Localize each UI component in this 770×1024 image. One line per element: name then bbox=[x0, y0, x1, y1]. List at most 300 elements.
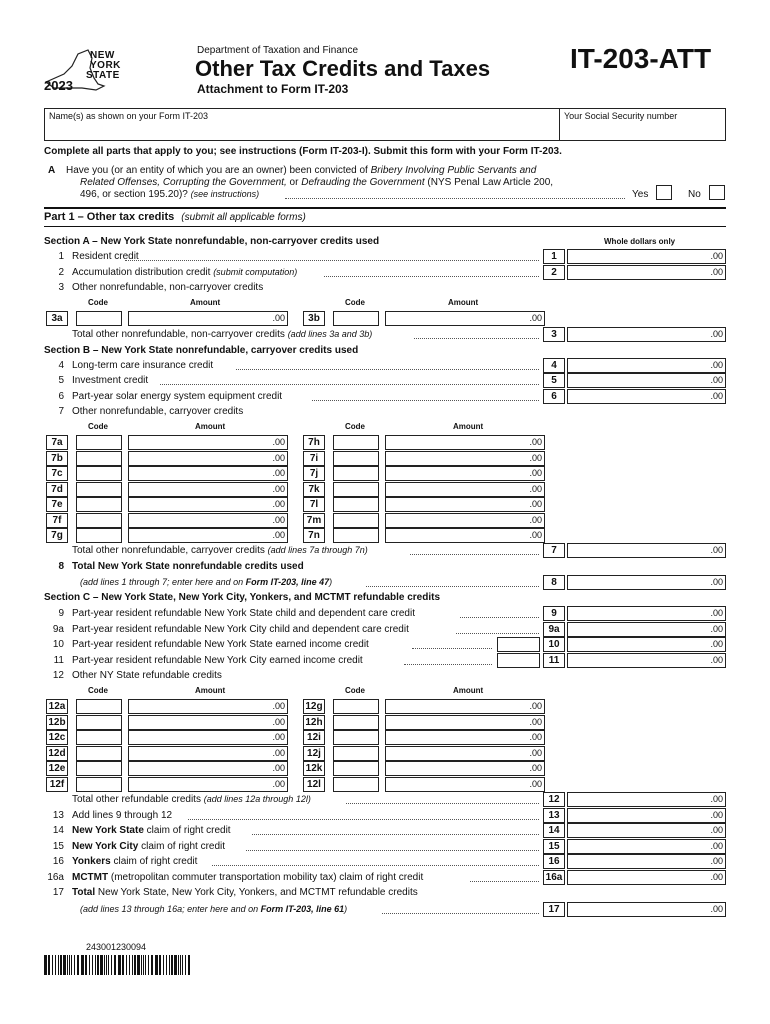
barcode-bar bbox=[97, 955, 99, 975]
line-16-bold: Yonkers bbox=[72, 856, 111, 867]
leader-dots bbox=[414, 338, 539, 339]
barcode-number: 243001230094 bbox=[86, 942, 147, 952]
line-7h-code[interactable] bbox=[333, 435, 379, 450]
line-17-note-b: Form IT-203, line 61 bbox=[260, 904, 345, 914]
barcode-bar bbox=[145, 955, 146, 975]
line-17-rest: New York State, New York City, Yonkers, and MCTMT refundable credits bbox=[95, 887, 418, 898]
state-name-line1: NEW bbox=[90, 50, 115, 61]
line-12k-code[interactable] bbox=[333, 761, 379, 776]
question-a-line2-italic: Related Offenses, Corrupting the Government, bbox=[80, 177, 287, 188]
line-9-amount[interactable]: .00 bbox=[567, 606, 726, 621]
line-7b-label: 7b bbox=[46, 451, 68, 466]
barcode-bar bbox=[108, 955, 109, 975]
amount-header: Amount bbox=[453, 422, 484, 431]
leader-dots bbox=[470, 881, 539, 882]
line-7k-label: 7k bbox=[303, 482, 325, 497]
line-12c-label: 12c bbox=[46, 730, 68, 745]
part1-rule bbox=[44, 207, 726, 209]
leader-dots bbox=[404, 664, 492, 665]
line-number: 14 bbox=[52, 825, 64, 836]
line-number: 12 bbox=[52, 670, 64, 681]
line-7l-label: 7l bbox=[303, 497, 325, 512]
line-9a-text: Part-year resident refundable New York City child and dependent care credit bbox=[72, 624, 409, 635]
barcode-bar bbox=[52, 955, 53, 975]
line-number: 17 bbox=[52, 887, 64, 898]
line-7g-code[interactable] bbox=[76, 528, 122, 543]
line-16a-bold: MCTMT bbox=[72, 872, 109, 883]
line-7-amount[interactable]: .00 bbox=[567, 543, 726, 558]
code-header: Code bbox=[88, 686, 108, 695]
line-15-text bbox=[72, 841, 225, 852]
barcode-bar bbox=[163, 955, 164, 975]
line-7c-code[interactable] bbox=[76, 466, 122, 481]
line-12g-amount[interactable]: .00 bbox=[385, 699, 545, 714]
barcode-bar bbox=[44, 955, 47, 975]
barcode-bar bbox=[81, 955, 84, 975]
code-header: Code bbox=[88, 298, 108, 307]
line-7f-code[interactable] bbox=[76, 513, 122, 528]
leader-dots bbox=[412, 648, 492, 649]
question-a-letter: A bbox=[48, 165, 56, 176]
leader-dots bbox=[312, 400, 539, 401]
line-6-amount[interactable]: .00 bbox=[567, 389, 726, 404]
line-number: 7 bbox=[58, 406, 64, 417]
barcode-icon bbox=[44, 955, 194, 975]
line-8-note-end: ) bbox=[329, 577, 333, 587]
line-3b-label: 3b bbox=[303, 311, 325, 326]
barcode-bar bbox=[126, 955, 127, 975]
leader-dots bbox=[246, 850, 539, 851]
line-7l-code[interactable] bbox=[333, 497, 379, 512]
barcode-bar bbox=[137, 955, 140, 975]
line-1-text: Resident credit bbox=[72, 251, 139, 262]
line-17-bold: Total bbox=[72, 887, 96, 898]
line-3-total-text bbox=[72, 329, 372, 340]
question-a-line2-italic2: Defrauding the Government bbox=[301, 177, 425, 188]
line-12h-amount[interactable]: .00 bbox=[385, 715, 545, 730]
line-8-number-box: 8 bbox=[543, 575, 565, 590]
line-7e-label: 7e bbox=[46, 497, 68, 512]
line-5-number-box: 5 bbox=[543, 373, 565, 388]
ssn-field-label: Your Social Security number bbox=[564, 111, 678, 121]
leader-dots bbox=[456, 633, 539, 634]
line-number: 1 bbox=[58, 251, 64, 262]
leader-dots bbox=[212, 865, 539, 866]
line-12-total-note: (add lines 12a through 12l) bbox=[203, 794, 311, 804]
barcode-bar bbox=[77, 955, 79, 975]
leader-dots bbox=[382, 913, 539, 914]
line-12-text: Other NY State refundable credits bbox=[72, 670, 222, 681]
line-12f-code[interactable] bbox=[76, 777, 122, 792]
yes-checkbox[interactable] bbox=[656, 185, 672, 200]
line-12e-code[interactable] bbox=[76, 761, 122, 776]
line-7c-label: 7c bbox=[46, 466, 68, 481]
line-7m-code[interactable] bbox=[333, 513, 379, 528]
line-16a-rest: (metropolitan commuter transportation mobility tax) claim of right credit bbox=[108, 872, 424, 883]
barcode-bar bbox=[74, 955, 75, 975]
line-12i-label: 12i bbox=[303, 730, 325, 745]
line-10-number-box: 10 bbox=[543, 637, 565, 652]
leader-dots bbox=[160, 384, 539, 385]
line-7e-code[interactable] bbox=[76, 497, 122, 512]
no-label: No bbox=[688, 189, 701, 200]
section-b-title: Section B – New York State nonrefundable, carryover credits used bbox=[44, 345, 359, 356]
barcode-bar bbox=[58, 955, 59, 975]
names-field[interactable] bbox=[44, 108, 560, 141]
line-16a-number-box: 16a bbox=[543, 870, 565, 885]
line-12g-code[interactable] bbox=[333, 699, 379, 714]
line-12d-amount[interactable]: .00 bbox=[128, 746, 288, 761]
leader-dots bbox=[188, 819, 539, 820]
line-9-text: Part-year resident refundable New York State child and dependent care credit bbox=[72, 608, 415, 619]
line-11-code-box[interactable] bbox=[497, 653, 540, 668]
leader-dots bbox=[346, 803, 539, 804]
line-9a-amount[interactable]: .00 bbox=[567, 622, 726, 637]
line-16-amount[interactable]: .00 bbox=[567, 854, 726, 869]
line-7-total-note: (add lines 7a through 7n) bbox=[267, 545, 368, 555]
line-17-text bbox=[72, 887, 418, 898]
line-12l-code[interactable] bbox=[333, 777, 379, 792]
line-12a-code[interactable] bbox=[76, 699, 122, 714]
line-7m-amount[interactable]: .00 bbox=[385, 513, 545, 528]
line-17-amount[interactable]: .00 bbox=[567, 902, 726, 917]
barcode bbox=[44, 955, 194, 975]
line-3-text: Other nonrefundable, non-carryover credits bbox=[72, 282, 264, 293]
line-7i-amount[interactable]: .00 bbox=[385, 451, 545, 466]
line-12l-amount[interactable]: .00 bbox=[385, 777, 545, 792]
line-number: 8 bbox=[58, 561, 64, 572]
line-7m-label: 7m bbox=[303, 513, 325, 528]
line-14-text bbox=[72, 825, 231, 836]
amount-header: Amount bbox=[195, 422, 226, 431]
line-7n-amount[interactable]: .00 bbox=[385, 528, 545, 543]
barcode-bar bbox=[180, 955, 181, 975]
line-15-bold: New York City bbox=[72, 841, 139, 852]
tax-year: 2023 bbox=[44, 78, 73, 93]
part1-rule-bottom bbox=[44, 226, 726, 227]
barcode-bar bbox=[92, 955, 93, 975]
section-c-title: Section C – New York State, New York City, Yonkers, and MCTMT refundable credits bbox=[44, 592, 441, 603]
line-7l-amount[interactable]: .00 bbox=[385, 497, 545, 512]
line-10-amount[interactable]: .00 bbox=[567, 637, 726, 652]
barcode-bar bbox=[132, 955, 133, 975]
line-7j-label: 7j bbox=[303, 466, 325, 481]
barcode-bar bbox=[60, 955, 62, 975]
line-17-number-box: 17 bbox=[543, 902, 565, 917]
line-4-number-box: 4 bbox=[543, 358, 565, 373]
state-name-line2: YORK bbox=[90, 60, 121, 71]
instructions-text: Complete all parts that apply to you; see instructions (Form IT-203-I). Submit this form with your Form IT-203. bbox=[44, 146, 562, 157]
amount-header: Amount bbox=[190, 298, 221, 307]
barcode-bar bbox=[143, 955, 144, 975]
leader-dots bbox=[410, 554, 539, 555]
line-5-amount[interactable]: .00 bbox=[567, 373, 726, 388]
line-8-note bbox=[80, 577, 332, 587]
barcode-bar bbox=[169, 955, 170, 975]
line-number: 5 bbox=[58, 375, 64, 386]
code-header: Code bbox=[345, 686, 365, 695]
line-3a-amount[interactable]: .00 bbox=[128, 311, 288, 326]
line-17-note-end: ) bbox=[344, 904, 348, 914]
section-a-title: Section A – New York State nonrefundable, non-carryover credits used bbox=[44, 236, 380, 247]
barcode-bar bbox=[134, 955, 136, 975]
line-8-amount[interactable]: .00 bbox=[567, 575, 726, 590]
line-2-amount[interactable]: .00 bbox=[567, 265, 726, 280]
line-2-label: Accumulation distribution credit bbox=[72, 267, 214, 278]
barcode-bar bbox=[151, 955, 153, 975]
line-12e-amount[interactable]: .00 bbox=[128, 761, 288, 776]
barcode-bar bbox=[174, 955, 177, 975]
line-7a-amount[interactable]: .00 bbox=[128, 435, 288, 450]
form-subtitle: Attachment to Form IT-203 bbox=[197, 82, 349, 96]
line-16-text bbox=[72, 856, 197, 867]
line-number: 10 bbox=[52, 639, 64, 650]
line-number: 16a bbox=[47, 872, 64, 883]
line-7j-amount[interactable]: .00 bbox=[385, 466, 545, 481]
line-7a-label: 7a bbox=[46, 435, 68, 450]
line-3-total-label: Total other nonrefundable, non-carryover credits bbox=[72, 329, 288, 340]
line-12d-label: 12d bbox=[46, 746, 68, 761]
line-number: 13 bbox=[52, 810, 64, 821]
line-7-total-text bbox=[72, 545, 368, 556]
barcode-bar bbox=[111, 955, 112, 975]
code-header: Code bbox=[345, 422, 365, 431]
line-7i-label: 7i bbox=[303, 451, 325, 466]
line-17-note-a: (add lines 13 through 16a; enter here and on bbox=[80, 904, 261, 914]
line-12j-amount[interactable]: .00 bbox=[385, 746, 545, 761]
barcode-bar bbox=[129, 955, 130, 975]
line-9-number-box: 9 bbox=[543, 606, 565, 621]
line-12i-amount[interactable]: .00 bbox=[385, 730, 545, 745]
line-7-total-label: Total other nonrefundable, carryover credits bbox=[72, 545, 268, 556]
barcode-bar bbox=[95, 955, 96, 975]
barcode-bar bbox=[89, 955, 90, 975]
line-8-note-a: (add lines 1 through 7; enter here and on bbox=[80, 577, 246, 587]
line-3a-code[interactable] bbox=[76, 311, 122, 326]
line-11-text: Part-year resident refundable New York City earned income credit bbox=[72, 655, 363, 666]
barcode-bar bbox=[67, 955, 68, 975]
line-4-amount[interactable]: .00 bbox=[567, 358, 726, 373]
barcode-bar bbox=[100, 955, 103, 975]
line-14-rest: claim of right credit bbox=[143, 825, 231, 836]
line-12-total-text bbox=[72, 794, 311, 805]
question-a-line1-italic: Bribery Involving Public Servants and bbox=[370, 165, 537, 176]
line-7c-amount[interactable]: .00 bbox=[128, 466, 288, 481]
line-12-amount[interactable]: .00 bbox=[567, 792, 726, 807]
line-14-bold: New York State bbox=[72, 825, 144, 836]
question-a-line2 bbox=[80, 177, 553, 188]
line-7i-code[interactable] bbox=[333, 451, 379, 466]
line-7h-label: 7h bbox=[303, 435, 325, 450]
line-12-number-box: 12 bbox=[543, 792, 565, 807]
amount-header: Amount bbox=[448, 298, 479, 307]
line-16-rest: claim of right credit bbox=[110, 856, 198, 867]
barcode-bar bbox=[106, 955, 107, 975]
line-7f-amount[interactable]: .00 bbox=[128, 513, 288, 528]
line-number: 3 bbox=[58, 282, 64, 293]
form-id: IT-203-ATT bbox=[570, 43, 712, 74]
part1-header bbox=[44, 211, 306, 223]
line-12f-amount[interactable]: .00 bbox=[128, 777, 288, 792]
line-number: 4 bbox=[58, 360, 64, 371]
barcode-bar bbox=[185, 955, 186, 975]
line-8-text: Total New York State nonrefundable credits used bbox=[72, 561, 304, 572]
line-7k-amount[interactable]: .00 bbox=[385, 482, 545, 497]
line-3-number-box: 3 bbox=[543, 327, 565, 342]
line-7-text: Other nonrefundable, carryover credits bbox=[72, 406, 244, 417]
line-14-amount[interactable]: .00 bbox=[567, 823, 726, 838]
question-a-line1 bbox=[66, 165, 536, 176]
line-12e-label: 12e bbox=[46, 761, 68, 776]
barcode-bar bbox=[114, 955, 116, 975]
line-7k-code[interactable] bbox=[333, 482, 379, 497]
line-12h-code[interactable] bbox=[333, 715, 379, 730]
yes-label: Yes bbox=[632, 189, 649, 200]
leader-dots bbox=[324, 276, 539, 277]
form-title: Other Tax Credits and Taxes bbox=[195, 56, 491, 81]
line-7j-code[interactable] bbox=[333, 466, 379, 481]
line-7a-code[interactable] bbox=[76, 435, 122, 450]
leader-dots bbox=[366, 586, 539, 587]
question-a-line3-plain: 496, or section 195.20)? bbox=[80, 189, 191, 200]
line-15-number-box: 15 bbox=[543, 839, 565, 854]
line-7g-label: 7g bbox=[46, 528, 68, 543]
line-17-note bbox=[80, 904, 347, 914]
barcode-bar bbox=[71, 955, 72, 975]
line-12c-code[interactable] bbox=[76, 730, 122, 745]
line-15-rest: claim of right credit bbox=[138, 841, 226, 852]
line-1-number-box: 1 bbox=[543, 249, 565, 264]
part1-title: Part 1 – Other tax credits bbox=[44, 211, 175, 223]
line-12a-amount[interactable]: .00 bbox=[128, 699, 288, 714]
line-12c-amount[interactable]: .00 bbox=[128, 730, 288, 745]
amount-header: Amount bbox=[453, 686, 484, 695]
line-7-number-box: 7 bbox=[543, 543, 565, 558]
line-12i-code[interactable] bbox=[333, 730, 379, 745]
line-12l-label: 12l bbox=[303, 777, 325, 792]
leader-dots bbox=[285, 198, 625, 199]
question-a-line1-plain: Have you (or an entity of which you are an owner) been convicted of bbox=[66, 165, 371, 176]
department-name: Department of Taxation and Finance bbox=[197, 45, 359, 56]
line-12k-label: 12k bbox=[303, 761, 325, 776]
line-8-note-b: Form IT-203, line 47 bbox=[245, 577, 330, 587]
barcode-bar bbox=[188, 955, 190, 975]
leader-dots bbox=[460, 617, 539, 618]
line-3-amount[interactable]: .00 bbox=[567, 327, 726, 342]
line-12d-code[interactable] bbox=[76, 746, 122, 761]
line-12j-code[interactable] bbox=[333, 746, 379, 761]
barcode-bar bbox=[178, 955, 179, 975]
line-13-text: Add lines 9 through 12 bbox=[72, 810, 173, 821]
barcode-bar bbox=[171, 955, 173, 975]
line-15-amount[interactable]: .00 bbox=[567, 839, 726, 854]
line-6-number-box: 6 bbox=[543, 389, 565, 404]
line-number: 2 bbox=[58, 267, 64, 278]
barcode-bar bbox=[55, 955, 56, 975]
line-7g-amount[interactable]: .00 bbox=[128, 528, 288, 543]
line-12k-amount[interactable]: .00 bbox=[385, 761, 545, 776]
line-number: 9 bbox=[58, 608, 64, 619]
line-14-number-box: 14 bbox=[543, 823, 565, 838]
line-7e-amount[interactable]: .00 bbox=[128, 497, 288, 512]
barcode-bar bbox=[122, 955, 124, 975]
no-checkbox[interactable] bbox=[709, 185, 725, 200]
barcode-bar bbox=[48, 955, 50, 975]
line-12g-label: 12g bbox=[303, 699, 325, 714]
names-field-label: Name(s) as shown on your Form IT-203 bbox=[49, 111, 209, 121]
part1-note: (submit all applicable forms) bbox=[181, 212, 306, 223]
barcode-bar bbox=[155, 955, 158, 975]
question-a-line3-italic: (see instructions) bbox=[190, 189, 260, 199]
line-12b-code[interactable] bbox=[76, 715, 122, 730]
line-7f-label: 7f bbox=[46, 513, 68, 528]
barcode-bar bbox=[85, 955, 87, 975]
line-7n-label: 7n bbox=[303, 528, 325, 543]
state-name-line3: STATE bbox=[86, 70, 120, 81]
line-13-number-box: 13 bbox=[543, 808, 565, 823]
line-7b-code[interactable] bbox=[76, 451, 122, 466]
line-7d-label: 7d bbox=[46, 482, 68, 497]
leader-dots bbox=[252, 834, 539, 835]
barcode-bar bbox=[69, 955, 70, 975]
line-12j-label: 12j bbox=[303, 746, 325, 761]
line-3b-amount[interactable]: .00 bbox=[385, 311, 545, 326]
amount-header: Amount bbox=[195, 686, 226, 695]
line-12f-label: 12f bbox=[46, 777, 68, 792]
line-1-amount[interactable]: .00 bbox=[567, 249, 726, 264]
line-12b-amount[interactable]: .00 bbox=[128, 715, 288, 730]
whole-dollars-label: Whole dollars only bbox=[604, 237, 676, 246]
line-7h-amount[interactable]: .00 bbox=[385, 435, 545, 450]
line-12b-label: 12b bbox=[46, 715, 68, 730]
line-7d-code[interactable] bbox=[76, 482, 122, 497]
line-3b-code[interactable] bbox=[333, 311, 379, 326]
line-11-number-box: 11 bbox=[543, 653, 565, 668]
line-7b-amount[interactable]: .00 bbox=[128, 451, 288, 466]
question-a-line3 bbox=[80, 189, 259, 200]
line-7d-amount[interactable]: .00 bbox=[128, 482, 288, 497]
barcode-bar bbox=[104, 955, 105, 975]
line-16a-amount[interactable]: .00 bbox=[567, 870, 726, 885]
line-5-text: Investment credit bbox=[72, 375, 149, 386]
line-10-code-box[interactable] bbox=[497, 637, 540, 652]
barcode-bar bbox=[182, 955, 183, 975]
line-10-text: Part-year resident refundable New York State earned income credit bbox=[72, 639, 369, 650]
ssn-field[interactable] bbox=[559, 108, 726, 141]
line-number: 16 bbox=[52, 856, 64, 867]
line-16a-text bbox=[72, 872, 423, 883]
line-3a-label: 3a bbox=[46, 311, 68, 326]
question-a-line2-plain: (NYS Penal Law Article 200, bbox=[424, 177, 554, 188]
leader-dots bbox=[125, 260, 539, 261]
line-number: 9a bbox=[52, 624, 64, 635]
barcode-bar bbox=[118, 955, 121, 975]
line-12h-label: 12h bbox=[303, 715, 325, 730]
line-4-text: Long-term care insurance credit bbox=[72, 360, 214, 371]
line-2-text bbox=[72, 267, 297, 278]
barcode-bar bbox=[166, 955, 167, 975]
leader-dots bbox=[236, 369, 539, 370]
barcode-bar bbox=[141, 955, 142, 975]
line-7n-code[interactable] bbox=[333, 528, 379, 543]
line-11-amount[interactable]: .00 bbox=[567, 653, 726, 668]
line-12-total-label: Total other refundable credits bbox=[72, 794, 204, 805]
barcode-bar bbox=[148, 955, 149, 975]
question-a-line2-or: or bbox=[286, 177, 302, 188]
barcode-bar bbox=[63, 955, 66, 975]
line-2-number-box: 2 bbox=[543, 265, 565, 280]
line-13-amount[interactable]: .00 bbox=[567, 808, 726, 823]
